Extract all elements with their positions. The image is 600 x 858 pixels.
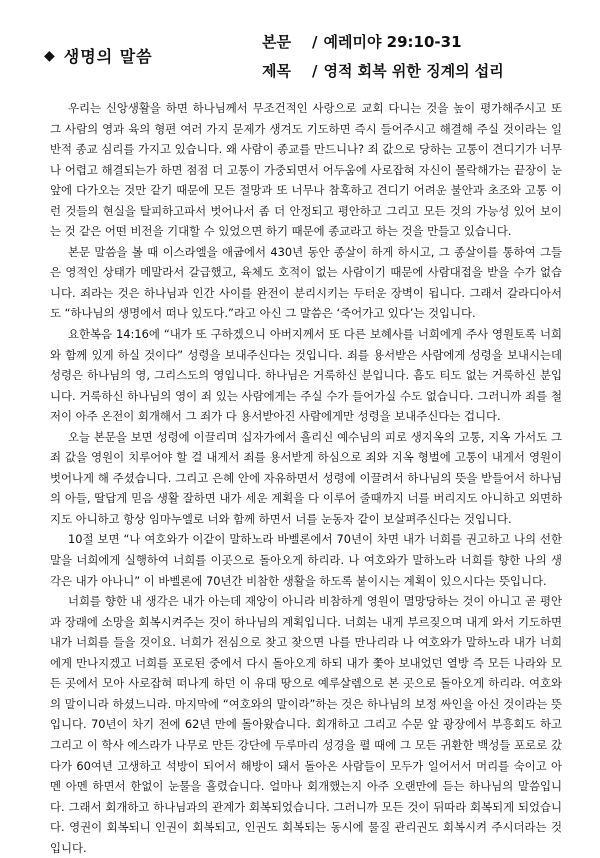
sermon-title: 영적 회복 위한 징계의 섭리 [323, 62, 504, 80]
separator: / [312, 62, 318, 80]
diamond-icon: ◆ [44, 47, 56, 64]
scripture-label: 본문 [262, 33, 291, 51]
separator: / [312, 33, 318, 51]
section-title [44, 44, 153, 67]
section-title-text: 생명의 말씀 [63, 47, 153, 66]
paragraph: 오늘 본문을 보면 성령에 이끌리며 십자가에서 흘리신 예수님의 피로 생지옥의 고통, 지옥 가서도 그 죄 값을 영원이 치루어야 할 걸 내게서 죄를 용서받게 하심으로 죄와 지옥 형벌에 고통이 내게서 영원이 벗어나게 해 주셨습니다. 그리고 은혜 안에 자유하면서 성령에 이끌려서 하나님의 뜻을 받들어서 하나님의 아들, 딸답게 믿음 생활 잘하면 내가 세운 계획을 다 이루어 줄때까지 너를 버리지도 아니하고 외면하지도 아니하고 항상 임마누엘로 너와 함께 하면서 너를 눈동자 같이 보살펴주신다는 것입니다. [50, 429, 562, 526]
sermon-body [50, 98, 562, 858]
header [0, 0, 600, 90]
scripture-reference: 예레미야 29:10-31 [323, 33, 462, 51]
title-row [262, 57, 582, 86]
paragraph: 우리는 신앙생활을 하면 하나님께서 무조건적인 사랑으로 교회 다니는 것을 높이 평가해주시고 또 그 사람의 영과 육의 형편 여러 가지 문제가 생겨도 기도하면 즉시 들어주시고 해결해 주실 것이라는 일반적 종교 심리를 가지고 있습니다. 왜 사람이 종교를 만드니나? 죄 값으로 당하는 고통이 견디기가 너무나 어렵고 해결되는가 하면 점점 더 고통이 가중되면서 어두움에 사로잡혀 자신이 몰락해가는 끝장이 눈앞에 다가오는 것만 같기 때문에 모든 절망과 또 너무나 참혹하고 견디기 어려운 불안과 초조와 고통 이런 것들의 현실을 탈피하고파서 벗어나서 좀 더 안정되고 평안하고 그리고 모든 것의 가능성 있어 보이는 것 같은 어떤 비전을 기대할 수 있었으면 하기 때문에 종교라고 하는 것을 만들고 있습니다. [50, 101, 562, 239]
paragraph: 10절 보면 “나 여호와가 이같이 말하노라 바벨론에서 70년이 차면 내가 너희를 권고하고 나의 선한 말을 너희에게 실행하여 너희를 이곳으로 돌아오게 하리라. 나 여호와가 말하노라 너희를 향한 나의 생각은 내가 아나니” 이 바벨론에 70년간 비참한 생활을 하도록 붙이시는 계획이 있으시다는 뜻입니다. [50, 532, 562, 588]
title-label: 제목 [262, 62, 291, 80]
paragraph: 본문 말씀을 볼 때 이스라엘을 애굽에서 430년 동안 종살이 하게 하시고, 그 종살이를 통하여 그들은 영적인 상태가 메말라서 갈급했고, 육체도 호적이 없는 사람이기 때문에 사람대접을 받을 수가 없습니다. 죄라는 것은 하나님과 인간 사이를 완전이 분리시키는 두터운 장벽이 됩니다. 그래서 갈라디아서도 “하나님의 생명에서 떠나 있도다.”라고 아신 그 말씀은 ‘죽어가고 있다’는 것입니다. [50, 244, 562, 321]
paragraph: 너희를 향한 내 생각은 내가 아는데 재앙이 아니라 비참하게 영원이 멸망당하는 것이 아니고 곧 평안과 장래에 소망을 회복시켜주는 것이 하나님의 계획입니다. 너희는 내게 부르짖으며 내게 와서 기도하면 내가 너희를 들을 것이요. 너희가 전심으로 찾고 찾으면 나를 만나리라 나 여호와가 말하노라 내가 너희에게 만나지겠고 너희를 포로된 중에서 다시 돌아오게 하되 내가 쫓아 보내었던 열방 즉 모든 나라와 모든 곳에서 모아 사로잡혀 떠나게 하던 이 유대 땅으로 예루살렘으로 본 곳으로 돌아오게 하리라. 여호와의 말이니라 하셨느니라. 마지막에 “여호와의 말이라”하는 것은 하나님의 보정 싸인을 아신 것이라는 뜻입니다. 70년이 차기 전에 62년 만에 돌아왔습니다. 회개하고 그리고 수문 앞 광장에서 부흥회도 하고 그리고 이 학사 에스라가 나무로 만든 강단에 두루마리 성경을 펼 때에 그 모든 귀환한 백성들 포로로 갔다가 60여년 고생하고 석방이 되어서 해방이 돼서 돌아온 사람들이 모두가 일어서서 머리를 숙이고 아멘 아멘 하면서 한없이 눈물을 흘렸습니다. 얼마나 회개했는지 아주 오랜만에 듣는 하나님의 말씀입니다. 그래서 회개하고 하나님과의 관계가 회복되었습니다. 그러니까 모든 것이 뒤따라 회복되게 되었습니다. 영권이 회복되니 인권이 회복되고, 인권도 회복되는 동시에 물질 관리권도 회복시켜 주시더라는 것입니다. [50, 594, 562, 855]
sermon-meta [262, 28, 582, 86]
scripture-row [262, 28, 582, 57]
paragraph: 요한복음 14:16에 “내가 또 구하겠으니 아버지께서 또 다른 보혜사를 너희에게 주사 영원토록 너희와 함께 있게 하실 것이다” 성령을 보내주신다는 것입니다. 죄를 용서받은 사람에게 성령을 보내시는데 성령은 하나님의 영, 그리스도의 영입니다. 하나님은 거룩하신 분입니다. 흠도 티도 없는 거룩하신 분입니다. 거룩하신 하나님의 영이 죄 있는 사람에게는 주실 수가 들어가실 수도 없습니다. 그러니까 죄를 철저이 아주 온전이 회개해서 그 죄가 다 용서받아진 사람에게만 성령을 보내주신다는 겁니다. [50, 327, 562, 424]
